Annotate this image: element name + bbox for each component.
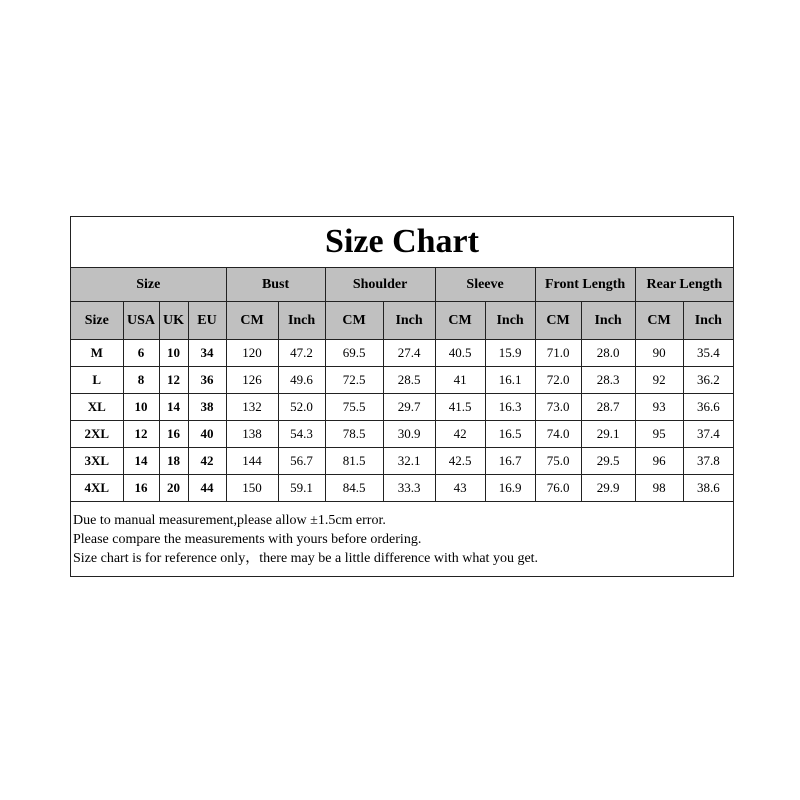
table-cell: 29.7 xyxy=(383,394,435,421)
table-cell: 34 xyxy=(188,340,226,367)
table-cell: 92 xyxy=(635,367,683,394)
table-cell: 28.0 xyxy=(581,340,635,367)
table-body xyxy=(71,340,733,502)
table-cell: 43 xyxy=(435,475,485,502)
table-cell: 37.4 xyxy=(683,421,733,448)
table-row xyxy=(71,394,733,421)
table-cell: 30.9 xyxy=(383,421,435,448)
unit-header: Inch xyxy=(383,302,435,340)
unit-header: CM xyxy=(226,302,278,340)
size-label-cell: 3XL xyxy=(71,448,123,475)
table-cell: 40 xyxy=(188,421,226,448)
table-cell: 10 xyxy=(159,340,188,367)
group-header-shoulder: Shoulder xyxy=(325,268,435,302)
table-cell: 72.0 xyxy=(535,367,581,394)
unit-header: CM xyxy=(325,302,383,340)
table-cell: 40.5 xyxy=(435,340,485,367)
table-cell: 96 xyxy=(635,448,683,475)
unit-header: CM xyxy=(535,302,581,340)
table-cell: 37.8 xyxy=(683,448,733,475)
table-cell: 15.9 xyxy=(485,340,535,367)
unit-header: Inch xyxy=(683,302,733,340)
table-cell: 138 xyxy=(226,421,278,448)
table-row xyxy=(71,421,733,448)
table-cell: 42 xyxy=(188,448,226,475)
table-cell: 54.3 xyxy=(278,421,325,448)
table-cell: 16.3 xyxy=(485,394,535,421)
table-cell: 16.7 xyxy=(485,448,535,475)
size-label-cell: L xyxy=(71,367,123,394)
size-label-cell: 4XL xyxy=(71,475,123,502)
unit-header: Size xyxy=(71,302,123,340)
table-cell: 33.3 xyxy=(383,475,435,502)
table-cell: 126 xyxy=(226,367,278,394)
table-row xyxy=(71,475,733,502)
chart-title: Size Chart xyxy=(71,217,733,268)
table-cell: 69.5 xyxy=(325,340,383,367)
table-cell: 42 xyxy=(435,421,485,448)
measurements-table xyxy=(71,268,733,501)
table-cell: 41 xyxy=(435,367,485,394)
unit-header: CM xyxy=(435,302,485,340)
table-cell: 44 xyxy=(188,475,226,502)
table-cell: 93 xyxy=(635,394,683,421)
table-cell: 144 xyxy=(226,448,278,475)
table-cell: 28.5 xyxy=(383,367,435,394)
note-line: Please compare the measurements with yours before ordering. xyxy=(73,532,422,547)
table-cell: 81.5 xyxy=(325,448,383,475)
unit-header-row xyxy=(71,302,733,340)
table-cell: 73.0 xyxy=(535,394,581,421)
table-cell: 16 xyxy=(159,421,188,448)
table-cell: 98 xyxy=(635,475,683,502)
table-cell: 29.5 xyxy=(581,448,635,475)
unit-header: USA xyxy=(123,302,159,340)
table-cell: 16.5 xyxy=(485,421,535,448)
table-cell: 72.5 xyxy=(325,367,383,394)
table-cell: 32.1 xyxy=(383,448,435,475)
unit-header: UK xyxy=(159,302,188,340)
table-cell: 18 xyxy=(159,448,188,475)
table-cell: 16.9 xyxy=(485,475,535,502)
table-cell: 56.7 xyxy=(278,448,325,475)
group-header-rear-length: Rear Length xyxy=(635,268,733,302)
table-cell: 132 xyxy=(226,394,278,421)
table-row xyxy=(71,340,733,367)
table-cell: 12 xyxy=(159,367,188,394)
table-cell: 36.6 xyxy=(683,394,733,421)
table-row xyxy=(71,367,733,394)
table-cell: 52.0 xyxy=(278,394,325,421)
table-cell: 75.0 xyxy=(535,448,581,475)
unit-header: Inch xyxy=(485,302,535,340)
group-header-row xyxy=(71,268,733,302)
table-cell: 38 xyxy=(188,394,226,421)
note-line: Size chart is for reference only，there may be a little difference with what you get. xyxy=(73,551,539,566)
table-cell: 6 xyxy=(123,340,159,367)
group-header-bust: Bust xyxy=(226,268,325,302)
size-label-cell: M xyxy=(71,340,123,367)
unit-header: Inch xyxy=(581,302,635,340)
group-header-front-length: Front Length xyxy=(535,268,635,302)
table-cell: 14 xyxy=(159,394,188,421)
table-cell: 16.1 xyxy=(485,367,535,394)
table-cell: 14 xyxy=(123,448,159,475)
table-cell: 90 xyxy=(635,340,683,367)
table-cell: 28.7 xyxy=(581,394,635,421)
group-header-sleeve: Sleeve xyxy=(435,268,535,302)
size-label-cell: XL xyxy=(71,394,123,421)
table-cell: 16 xyxy=(123,475,159,502)
table-cell: 27.4 xyxy=(383,340,435,367)
table-cell: 41.5 xyxy=(435,394,485,421)
table-cell: 12 xyxy=(123,421,159,448)
table-cell: 29.1 xyxy=(581,421,635,448)
table-cell: 36 xyxy=(188,367,226,394)
table-cell: 36.2 xyxy=(683,367,733,394)
table-cell: 75.5 xyxy=(325,394,383,421)
table-cell: 74.0 xyxy=(535,421,581,448)
unit-header: EU xyxy=(188,302,226,340)
table-cell: 20 xyxy=(159,475,188,502)
table-row xyxy=(71,448,733,475)
table-cell: 8 xyxy=(123,367,159,394)
group-header-size: Size xyxy=(71,268,226,302)
table-cell: 10 xyxy=(123,394,159,421)
unit-header: Inch xyxy=(278,302,325,340)
table-cell: 71.0 xyxy=(535,340,581,367)
size-label-cell: 2XL xyxy=(71,421,123,448)
notes xyxy=(71,501,733,576)
table-cell: 35.4 xyxy=(683,340,733,367)
table-cell: 59.1 xyxy=(278,475,325,502)
size-chart-table xyxy=(70,216,734,577)
unit-header: CM xyxy=(635,302,683,340)
table-cell: 84.5 xyxy=(325,475,383,502)
table-cell: 38.6 xyxy=(683,475,733,502)
table-cell: 49.6 xyxy=(278,367,325,394)
table-cell: 29.9 xyxy=(581,475,635,502)
table-cell: 28.3 xyxy=(581,367,635,394)
table-cell: 95 xyxy=(635,421,683,448)
table-cell: 42.5 xyxy=(435,448,485,475)
table-cell: 47.2 xyxy=(278,340,325,367)
table-cell: 76.0 xyxy=(535,475,581,502)
note-line: Due to manual measurement,please allow ±1.5cm error. xyxy=(73,513,386,528)
table-cell: 78.5 xyxy=(325,421,383,448)
table-cell: 150 xyxy=(226,475,278,502)
table-cell: 120 xyxy=(226,340,278,367)
